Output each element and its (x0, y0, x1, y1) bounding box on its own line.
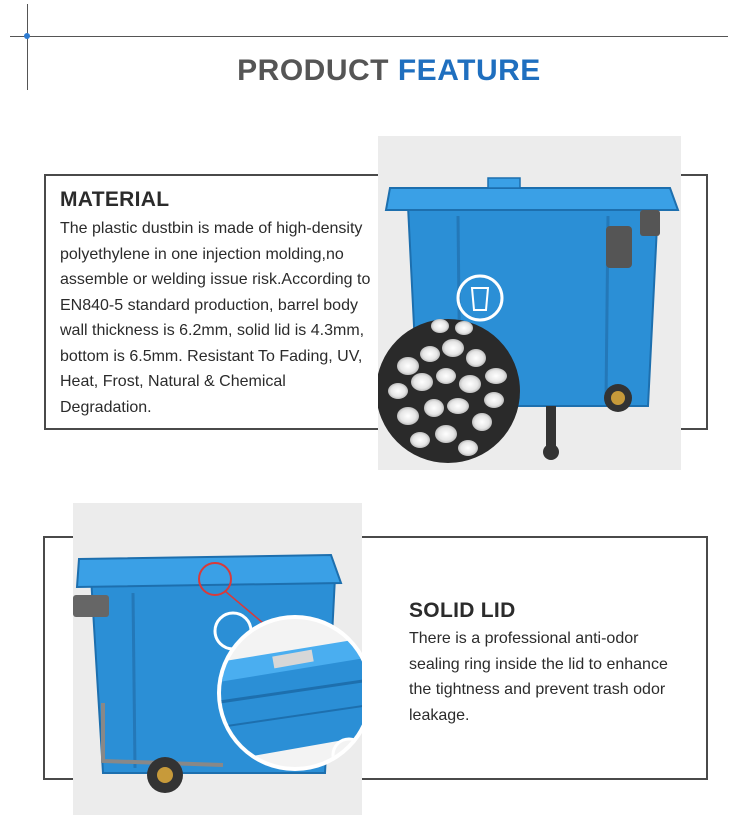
solid-lid-line: the tightness and prevent trash odor (409, 681, 666, 698)
solid-lid-line: leakage. (409, 706, 470, 724)
material-heading: MATERIAL (60, 188, 170, 211)
material-line: EN840-5 standard production, barrel body (60, 296, 358, 314)
solid-lid-line: There is a professional anti-odor (409, 630, 639, 647)
material-line: polyethylene in one injection molding,no (60, 245, 344, 263)
material-line: wall thickness is 6.2mm, solid lid is 4.3mm, (60, 322, 365, 339)
corner-dot-icon (24, 33, 30, 39)
page-title (0, 54, 750, 88)
solid-lid-description (409, 626, 699, 728)
title-part-2: FEATURE (397, 54, 541, 87)
solid-lid-line: sealing ring inside the lid to enhance (409, 655, 668, 673)
top-divider-line (10, 36, 728, 37)
material-line: Degradation. (60, 398, 152, 416)
wheelie-bin-with-pellets-image (378, 136, 681, 470)
solid-lid-heading: SOLID LID (409, 599, 516, 622)
wheelie-bin-lid-illustration (73, 503, 362, 815)
material-line: The plastic dustbin is made of high-density (60, 220, 363, 237)
material-line: bottom is 6.5mm. Resistant To Fading, UV, (60, 347, 363, 365)
wheelie-bin-illustration (378, 136, 681, 470)
wheelie-bin-lid-closeup-image (73, 503, 362, 815)
material-line: Heat, Frost, Natural & Chemical (60, 373, 286, 390)
title-part-1: PRODUCT (237, 54, 390, 87)
material-description (60, 216, 385, 420)
material-line: assemble or welding issue risk.According to (60, 271, 371, 288)
